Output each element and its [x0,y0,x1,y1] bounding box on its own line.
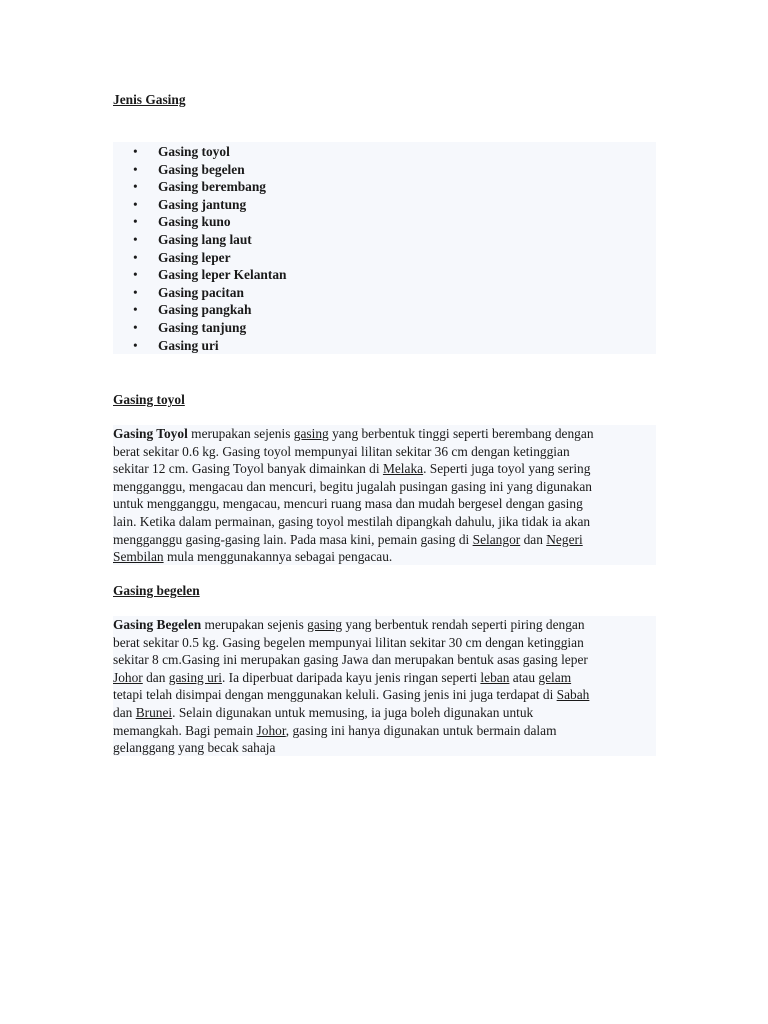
paragraph-line [113,478,656,496]
inline-link[interactable]: Brunei [135,704,173,720]
bullet-icon: • [133,179,138,195]
list-item [133,337,286,355]
text-run: yang berbentuk rendah seperti piring dengan [342,617,585,632]
section-title-begelen: Gasing begelen [113,583,200,598]
list-item [133,213,286,231]
inline-link[interactable]: Selangor [472,531,521,547]
text-run: . Seperti juga toyol yang sering [423,461,591,477]
text-run: gelanggang yang becak sahaja [113,740,276,756]
list-item-label: Gasing kuno [158,214,231,230]
inline-link[interactable]: Melaka [382,461,424,477]
text-run: , gasing ini hanya digunakan untuk bermain dalam [285,722,557,738]
text-run: sekitar 8 cm.Gasing ini merupakan gasing Jawa dan merupakan bentuk asas gasing leper [113,652,588,668]
paragraph-line [113,531,656,549]
list-item [133,196,286,214]
inline-link[interactable]: Sabah [556,687,590,703]
bullet-icon: • [133,319,138,335]
list-item-label: Gasing uri [158,337,219,353]
paragraph-line [113,460,656,478]
bullet-icon: • [133,144,138,159]
inline-link[interactable]: gelam [538,669,572,685]
gasing-types-list [113,142,656,354]
list-item [133,301,286,319]
text-run: . Ia diperbuat daripada kayu jenis ringan seperti [221,669,481,685]
text-run: merupakan sejenis [187,426,294,441]
section-title-toyol: Gasing toyol [113,392,185,407]
inline-link[interactable]: Johor [256,722,286,738]
text-run: lain. Ketika dalam permainan, gasing toyol mestilah dipangkah dahulu, jika tidak ia akan [113,513,591,529]
list-item-label: Gasing toyol [158,144,230,159]
paragraph-line [113,651,656,669]
paragraph-line [113,513,656,531]
text-run: . Selain digunakan untuk memusing, ia juga boleh digunakan untuk [172,704,534,720]
text-run: atau [509,669,539,685]
inline-link[interactable]: gasing [293,426,329,441]
bold-term: Gasing Begelen [113,617,202,632]
list-item-label: Gasing lang laut [158,231,252,247]
list-item [133,249,286,267]
text-run: yang berbentuk tinggi seperti berembang dengan [328,426,594,441]
bullet-icon: • [133,249,138,265]
text-run: dan [520,531,547,547]
list-item [133,284,286,302]
paragraph-line [113,548,656,566]
list-item [133,143,286,161]
bullet-icon: • [133,284,138,300]
text-run: sekitar 12 cm. Gasing Toyol banyak dimainkan di [113,461,383,477]
list-item [133,319,286,337]
bullet-icon: • [133,337,138,353]
inline-link[interactable]: gasing [307,617,343,632]
bullet-icon: • [133,267,138,283]
list-item-label: Gasing leper [158,249,231,265]
inline-link[interactable]: leban [480,669,510,685]
list-item-label: Gasing pangkah [158,302,252,318]
paragraph-line [113,722,656,740]
bold-term: Gasing Toyol [113,426,188,441]
bullet-icon: • [133,302,138,318]
text-run: untuk mengganggu, mengacau, mencuri ruang masa dan mudah bergesel dengan gasing [113,496,583,512]
bullet-icon: • [133,231,138,247]
bullet-icon: • [133,196,138,212]
text-run: tetapi telah disimpai dengan menggunakan keluli. Gasing jenis ini juga terdapat di [113,687,557,703]
text-run: memangkah. Bagi pemain [113,722,257,738]
paragraph-line [113,495,656,513]
inline-link[interactable]: Johor [113,669,143,685]
text-run: merupakan sejenis [201,617,308,632]
paragraph-line [113,443,656,461]
inline-link[interactable]: Negeri [546,531,583,547]
paragraph-begelen [113,616,656,756]
list-item-label: Gasing berembang [158,179,267,195]
list-item-label: Gasing leper Kelantan [158,267,287,283]
bullet-icon: • [133,214,138,230]
text-run: berat sekitar 0.6 kg. Gasing toyol mempunyai lilitan sekitar 36 cm dengan ketinggian [113,443,570,459]
page-title: Jenis Gasing [113,92,186,107]
text-run: dan [113,704,136,720]
inline-link[interactable]: gasing uri [168,669,222,685]
paragraph-line [113,704,656,722]
paragraph-line [113,686,656,704]
paragraph-line [113,425,656,443]
list-item-label: Gasing tanjung [158,319,247,335]
list-item [133,231,286,249]
paragraph-line [113,669,656,687]
list-item [133,178,286,196]
text-run: dan [142,669,169,685]
text-run: mengganggu gasing-gasing lain. Pada masa kini, pemain gasing di [113,531,473,547]
inline-link[interactable]: Sembilan [113,549,164,565]
list-item [133,161,286,179]
paragraph-line [113,616,656,634]
bullet-icon: • [133,161,138,177]
paragraph-toyol [113,425,656,565]
paragraph-line [113,634,656,652]
list-item-label: Gasing jantung [158,196,247,212]
list-item-label: Gasing pacitan [158,284,244,300]
text-run: mengganggu, mengacau dan mencuri, begitu jugalah pusingan gasing ini yang digunakan [113,478,592,494]
list-item [133,266,286,284]
text-run: berat sekitar 0.5 kg. Gasing begelen mempunyai lilitan sekitar 30 cm dengan ketinggian [113,634,584,650]
text-run: mula menggunakannya sebagai pengacau. [163,549,393,565]
paragraph-line [113,739,656,757]
bullet-list [133,143,286,354]
list-item-label: Gasing begelen [158,161,245,177]
